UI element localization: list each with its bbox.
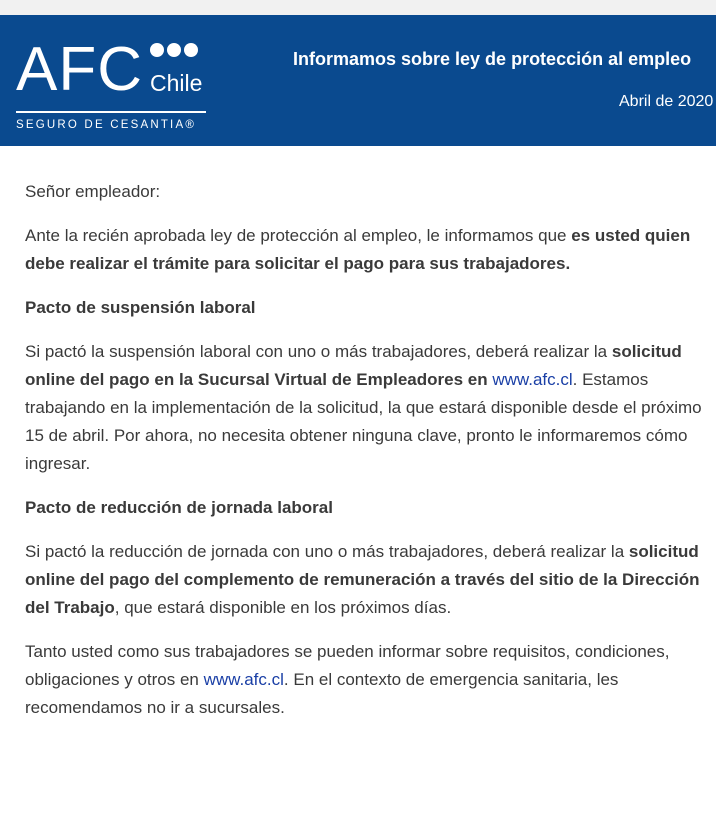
suspension-text-start: Si pactó la suspensión laboral con uno o más trabajadores, deberá realizar la <box>25 342 612 361</box>
intro-paragraph <box>25 222 705 278</box>
logo-divider <box>16 111 206 113</box>
top-strip <box>0 0 716 15</box>
afc-link[interactable]: www.afc.cl <box>492 370 573 389</box>
header-date: Abril de 2020 <box>619 93 714 110</box>
logo-dots-icon <box>150 43 198 57</box>
reduccion-text-start: Si pactó la reducción de jornada con uno o más trabajadores, deberá realizar la <box>25 542 629 561</box>
logo-country-text: Chile <box>150 70 203 96</box>
closing-text-start: Tanto usted como sus trabajadores se pueden informar sobre requisitos, condiciones, obligaciones y otros en <box>25 642 670 689</box>
intro-bold-text: es usted quien debe realizar el trámite para solicitar el pago para sus trabajadores. <box>25 226 691 273</box>
greeting: Señor empleador: <box>25 182 161 201</box>
intro-text: Ante la recién aprobada ley de protección al empleo, le informamos que <box>25 226 572 245</box>
suspension-text-end: . Estamos trabajando en la implementación de la solicitud, la que estará disponible desde el próximo 15 de abril. Por ahora, no necesita obtener ninguna clave, pronto le informaremos cómo ingresar. <box>25 370 702 473</box>
reduccion-paragraph <box>25 538 705 622</box>
afc-logo <box>16 31 216 131</box>
logo-afc-text: AFC <box>16 35 143 104</box>
logo-tagline: SEGURO DE CESANTIA® <box>16 119 196 131</box>
email-header-banner <box>0 15 716 146</box>
reduccion-text-end: , que estará disponible en los próximos días. <box>114 598 452 617</box>
section-heading-suspension: Pacto de suspensión laboral <box>25 298 256 317</box>
closing-paragraph <box>25 638 705 722</box>
suspension-paragraph <box>25 338 705 478</box>
section-heading-reduccion: Pacto de reducción de jornada laboral <box>25 498 333 517</box>
email-body <box>25 178 705 738</box>
afc-link[interactable]: www.afc.cl <box>203 670 284 689</box>
suspension-bold-text: solicitud online del pago en la Sucursal Virtual de Empleadores en <box>25 342 682 389</box>
closing-text-end: . En el contexto de emergencia sanitaria, les recomendamos no ir a sucursales. <box>25 670 619 717</box>
header-title: Informamos sobre ley de protección al empleo <box>293 49 692 69</box>
reduccion-bold-text: solicitud online del pago del complemento de remuneración a través del sitio de la Dirección del Trabajo <box>25 542 700 617</box>
